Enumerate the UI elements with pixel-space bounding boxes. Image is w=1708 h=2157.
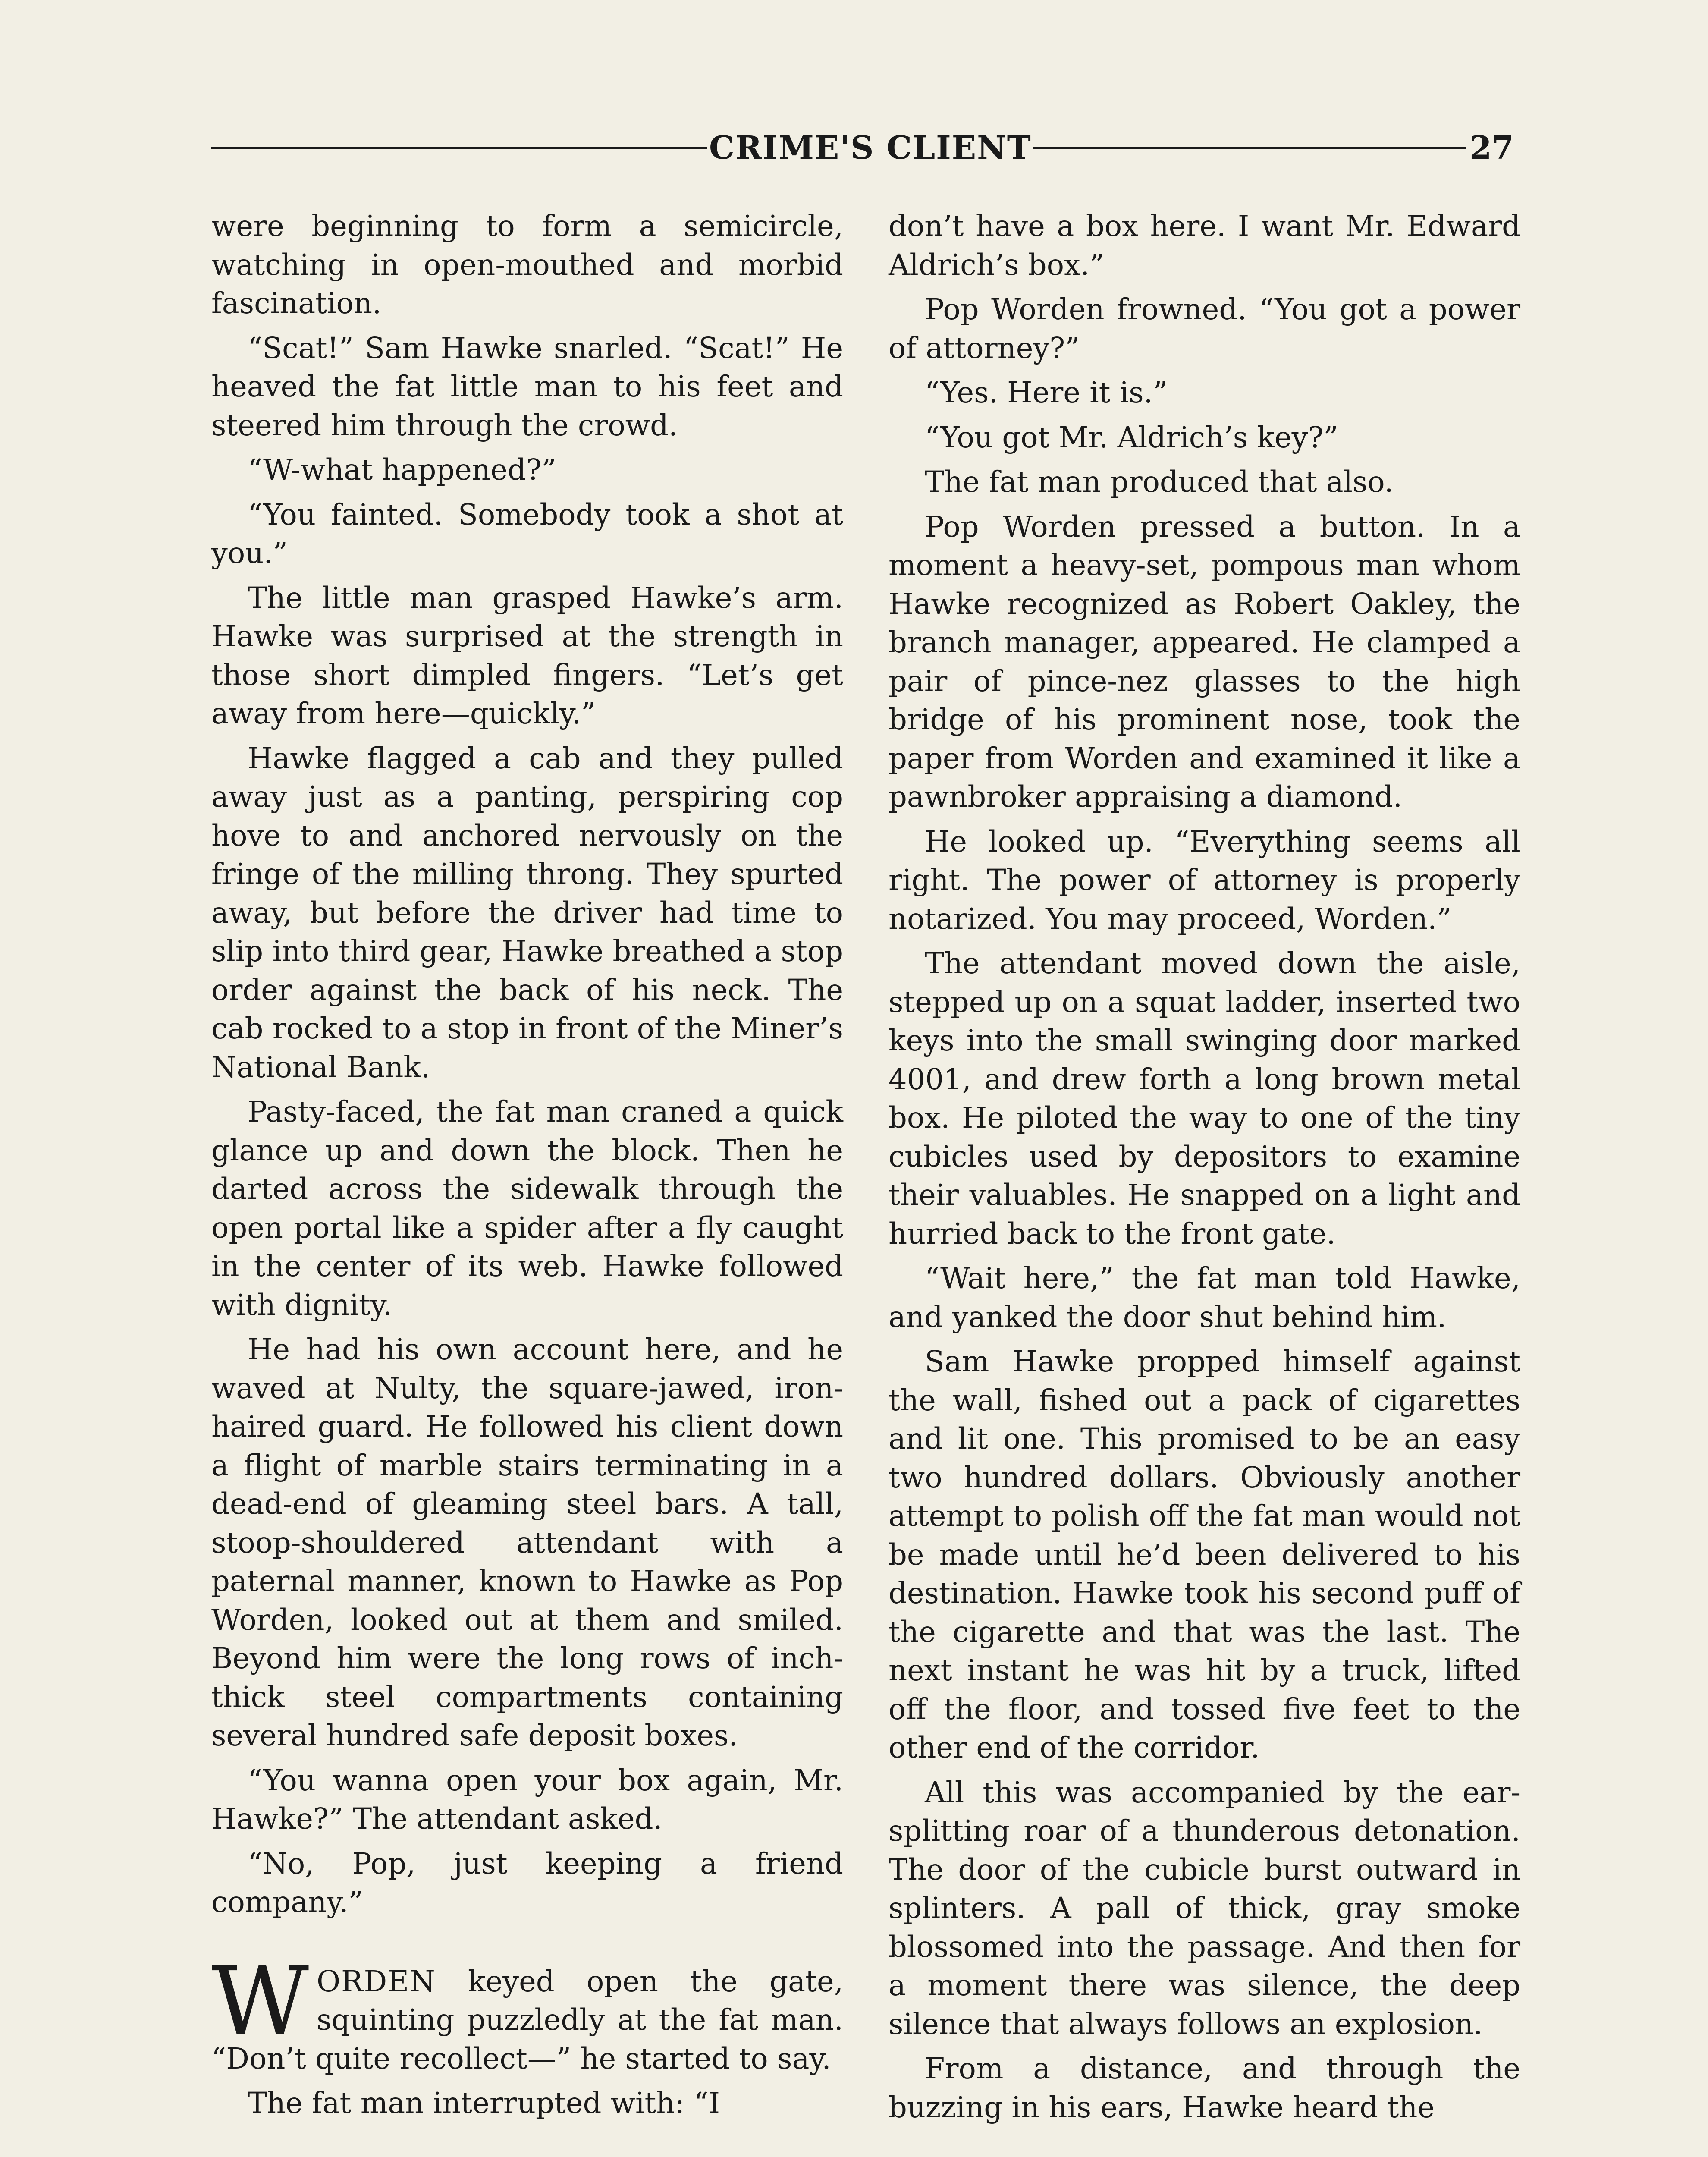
paragraph: “You got Mr. Aldrich’s key?”	[925, 420, 1338, 454]
header-rule-left	[211, 147, 707, 149]
paragraph: “W-what happened?”	[248, 453, 556, 487]
paragraph: The fat man interrupted with: “I	[248, 2086, 720, 2120]
paragraph: Pop Worden frowned. “You got a power of attorney?”	[889, 292, 1520, 365]
paragraph: The little man grasped Hawke’s arm. Hawke was surprised at the strength in those short dimpled fingers. “Let’s get away from here—quickly.”	[211, 581, 843, 730]
paragraph: Pop Worden pressed a button. In a moment a heavy-set, pompous man whom Hawke recognized as Robert Oakley, the branch manager, appeared. He clamped a pair of pince-nez glasses to the high bridge of his prominent nose, took the paper from Worden and examined it like a pawnbroker appraising a diamond.	[889, 509, 1520, 814]
paragraph: “Scat!” Sam Hawke snarled. “Scat!” He heaved the fat little man to his feet and steered him through the crowd.	[211, 331, 843, 442]
page-number: 27	[1469, 129, 1514, 167]
paragraph: Sam Hawke propped himself against the wall, fished out a pack of cigarettes and lit one. This promised to be an easy two hundred dollars. Obviously another attempt to polish off the fat man would not be made until he’d been delivered to his destination. Hawke took his second puff of the cigarette and that was the last. The next instant he was hit by a truck, lifted off the floor, and tossed five feet to the other end of the corridor.	[889, 1345, 1520, 1764]
paragraph: were beginning to form a semicircle, watching in open-mouthed and morbid fascination.	[211, 209, 843, 320]
paragraph: He had his own account here, and he waved at Nulty, the square-jawed, iron-haired guard. He followed his client down a flight of marble stairs terminating in a dead-end of gleaming steel bars. A tall, stoop-shouldered attendant with a paternal manner, known to Hawke as Pop Worden, looked out at them and smiled. Beyond him were the long rows of inch-thick steel compartments containing several hundred safe deposit boxes.	[211, 1333, 843, 1752]
paragraph: The fat man produced that also.	[925, 465, 1394, 499]
paragraph: “Yes. Here it is.”	[925, 376, 1168, 409]
paragraph: All this was accompanied by the ear-splitting roar of a thunderous detonation. The door of the cubicle burst outward in splinters. A pall of thick, gray smoke blossomed into the passage. And then for a moment there was silence, the deep silence that always follows an explosion.	[889, 1775, 1520, 2041]
paragraph: He looked up. “Everything seems all right. The power of attorney is properly notarized. You may proceed, Worden.”	[889, 824, 1520, 936]
right-column	[889, 207, 1520, 2133]
left-column	[211, 207, 843, 2129]
paragraph: Pasty-faced, the fat man craned a quick glance up and down the block. Then he darted across the sidewalk through the open portal like a spider after a fly caught in the center of its web. Hawke followed with dignity.	[211, 1095, 843, 1322]
paragraph: “You wanna open your box again, Mr. Hawke?” The attendant asked.	[211, 1763, 843, 1836]
paragraph: “Wait here,” the fat man told Hawke, and yanked the door shut behind him.	[889, 1261, 1520, 1334]
running-header	[211, 124, 1514, 172]
running-title: CRIME'S CLIENT	[709, 129, 1032, 167]
paragraph: “You fainted. Somebody took a shot at you.”	[211, 497, 843, 570]
small-caps-word: ORDEN	[317, 1964, 436, 1998]
dropcap-paragraph-text: keyed open the gate, squinting puzzledly at the fat man. “Don’t quite recollect—” he started to say.	[211, 1964, 843, 2075]
header-rule-right	[1033, 147, 1466, 149]
paragraph: The attendant moved down the aisle, stepped up on a squat ladder, inserted two keys into the small swinging door marked 4001, and drew forth a long brown metal box. He piloted the way to one of the tiny cubicles used by depositors to examine their valuables. He snapped on a light and hurried back to the front gate.	[889, 946, 1520, 1251]
dropcap-paragraph	[211, 1946, 843, 2078]
drop-cap-letter: W	[211, 1946, 309, 2057]
paragraph: From a distance, and through the buzzing in his ears, Hawke heard the	[889, 2052, 1520, 2124]
paragraph: Hawke flagged a cab and they pulled away just as a panting, perspiring cop hove to and anchored nervously on the fringe of the milling throng. They spurted away, but before the driver had time to slip into third gear, Hawke breathed a stop order against the back of his neck. The cab rocked to a stop in front of the Miner’s National Bank.	[211, 741, 843, 1084]
paragraph: don’t have a box here. I want Mr. Edward Aldrich’s box.”	[889, 209, 1520, 282]
paragraph: “No, Pop, just keeping a friend company.”	[211, 1846, 843, 1919]
